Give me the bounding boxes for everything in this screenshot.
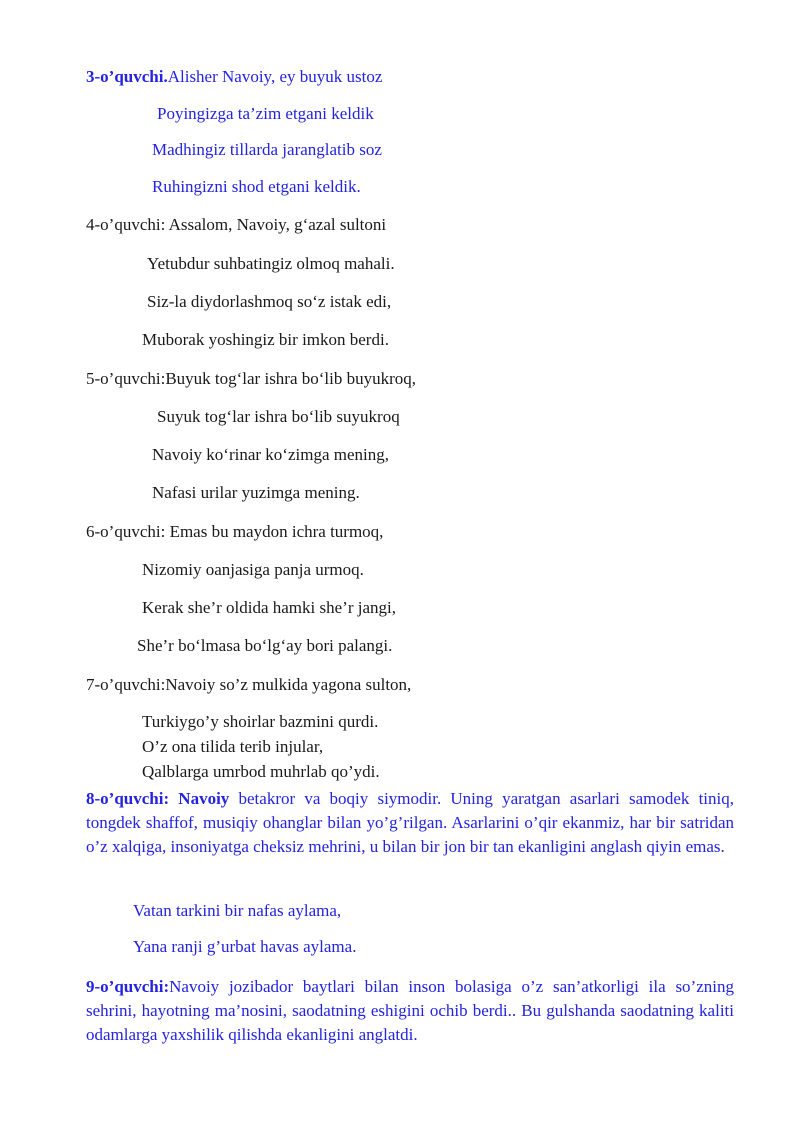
speaker-3: 3-o’quvchi.: [86, 67, 168, 86]
stanza-4-line-3: Siz-la diydorlashmoq so‘z istak edi,: [147, 292, 392, 311]
stanza-3-line-1-text: Alisher Navoiy, ey buyuk ustoz: [167, 67, 383, 86]
stanza-7-line-3: O’z ona tilida terib injular,: [142, 737, 324, 756]
stanza-3-line-4: Ruhingizni shod etgani keldik.: [152, 177, 361, 196]
stanza-7-line-4: Qalblarga umrbod muhrlab qo’ydi.: [142, 762, 380, 781]
stanza-3-line-2: Poyingizga ta’zim etgani keldik: [157, 104, 374, 123]
stanza-3-line-1: [86, 67, 382, 87]
stanza-5-line-1: 5-o’quvchi:Buyuk tog‘lar ishra bo‘lib buyukroq,: [86, 369, 417, 388]
stanza-6-line-1: 6-o’quvchi: Emas bu maydon ichra turmoq,: [86, 522, 384, 541]
stanza-4-line-1: 4-o’quvchi: Assalom, Navoiy, g‘azal sultoni: [86, 215, 387, 234]
stanza-7-line-1: 7-o’quvchi:Navoiy so’z mulkida yagona sulton,: [86, 675, 412, 694]
speaker-9: 9-o’quvchi:: [86, 977, 170, 996]
stanza-4-line-4: Muborak yoshingiz bir imkon berdi.: [142, 330, 389, 349]
stanza-5-line-4: Nafasi urilar yuzimga mening.: [152, 483, 360, 502]
stanza-6-line-3: Kerak she’r oldida hamki she’r jangi,: [142, 598, 396, 617]
stanza-6-line-4: She’r bo‘lmasa bo‘lg‘ay bori palangi.: [137, 636, 393, 655]
stanza-5-line-2: Suyuk tog‘lar ishra bo‘lib suyukroq: [157, 407, 400, 426]
paragraph-8: [86, 787, 734, 859]
speaker-8: 8-o’quvchi: Navoiy: [86, 789, 230, 808]
paragraph-8-text: betakror va boqiy siymodir. Uning yaratgan asarlari samodek tiniq, tongdek shaffof, musiqiy ohanglar bilan yo’g’rilgan. Asarlarini o’qir ekanmiz, har bir satridan o’z xalqiga, insoniyatga cheksiz mehrini, u bilan bir jon bir tan ekanligini anglash qiyin emas.: [86, 789, 735, 856]
stanza-3-line-3: Madhingiz tillarda jaranglatib soz: [152, 140, 382, 159]
verse-8-line-1: Vatan tarkini bir nafas aylama,: [133, 901, 342, 920]
stanza-7-line-2: Turkiygo’y shoirlar bazmini qurdi.: [142, 712, 379, 731]
stanza-5-line-3: Navoiy ko‘rinar ko‘zimga mening,: [152, 445, 389, 464]
stanza-4-line-2: Yetubdur suhbatingiz olmoq mahali.: [147, 254, 395, 273]
paragraph-9: [86, 975, 734, 1047]
verse-8-line-2: Yana ranji g’urbat havas aylama.: [133, 937, 357, 956]
stanza-6-line-2: Nizomiy oanjasiga panja urmoq.: [142, 560, 364, 579]
paragraph-9-text: Navoiy jozibador baytlari bilan inson bolasiga o’z san’atkorligi ila so’zning sehrini, hayotning ma’nosini, saodatning eshigini ochib berdi.. Bu gulshanda saodatning kaliti odamlarga yaxshilik qilishda ekanligini anglatdi.: [86, 977, 734, 1044]
